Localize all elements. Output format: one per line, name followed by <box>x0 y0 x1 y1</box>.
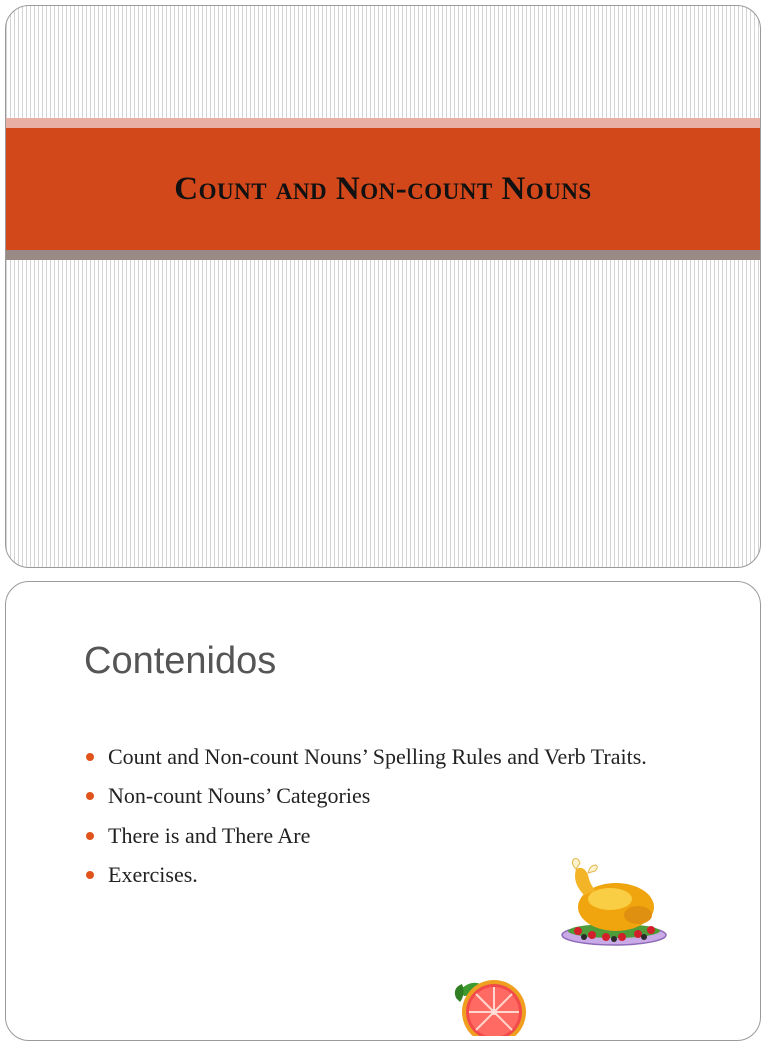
list-item-text: Exercises. <box>108 862 198 888</box>
grapefruit-icon <box>446 976 536 1036</box>
contents-slide <box>5 581 761 1041</box>
title-band <box>6 128 760 250</box>
title-slide <box>5 5 761 568</box>
contents-heading: Contenidos <box>84 640 277 682</box>
list-item <box>86 816 647 856</box>
title-band-top-stripe <box>6 118 760 128</box>
list-item-text: There is and There Are <box>108 822 311 848</box>
list-item <box>86 737 647 777</box>
bullet-icon <box>86 871 94 879</box>
list-item-text: Count and Non-count Nouns’ Spelling Rules and Verb Traits. <box>108 743 647 769</box>
slide-title: Count and Non-count Nouns <box>174 170 592 207</box>
bullet-icon <box>86 832 94 840</box>
bullet-icon <box>86 792 94 800</box>
roast-turkey-icon <box>554 857 672 951</box>
bullet-icon <box>86 753 94 761</box>
list-item-text: Non-count Nouns’ Categories <box>108 783 371 809</box>
list-item <box>86 777 647 817</box>
title-band-bottom-stripe <box>6 250 760 260</box>
